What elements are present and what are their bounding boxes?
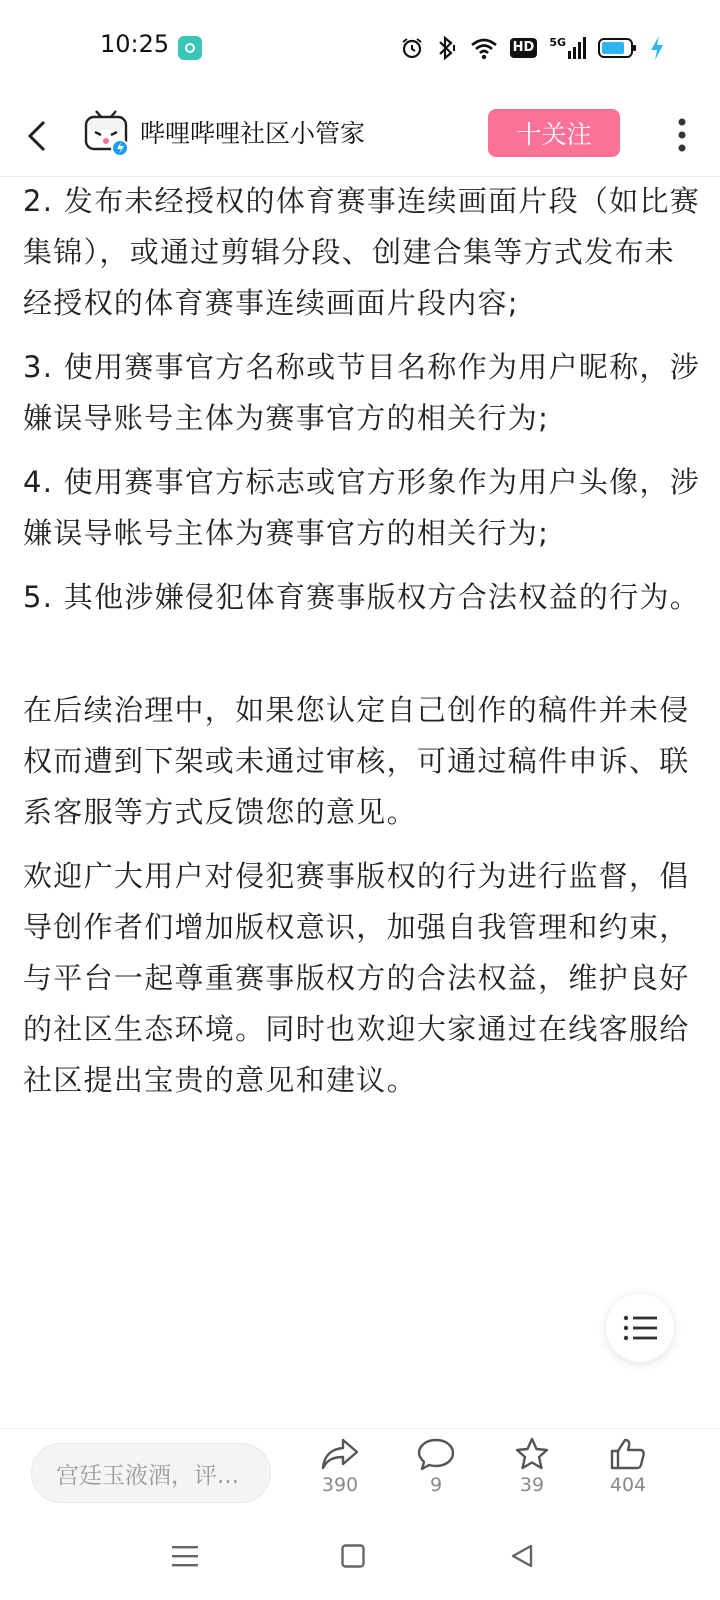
share-button[interactable] <box>300 1437 380 1497</box>
article-paragraph: 3. 使用赛事官方名称或节目名称作为用户昵称，涉嫌误导账号主体为赛事官方的相关行为; <box>23 350 701 435</box>
wifi-icon <box>470 36 498 60</box>
signal-icon <box>549 37 586 59</box>
menu-nav-icon[interactable] <box>172 1544 198 1568</box>
comment-button[interactable] <box>396 1437 476 1497</box>
like-count: 404 <box>609 1474 647 1496</box>
table-of-contents-button[interactable] <box>606 1294 674 1362</box>
page-title: 哔哩哔哩社区小管家 <box>140 119 366 148</box>
comment-icon <box>416 1437 456 1471</box>
star-icon <box>512 1437 552 1471</box>
like-button[interactable] <box>588 1437 668 1497</box>
article-body <box>23 176 703 1119</box>
comment-input[interactable]: 宫廷玉液酒，评... <box>31 1443 271 1503</box>
back-arrow-icon[interactable] <box>24 118 52 154</box>
home-nav-icon[interactable] <box>341 1544 365 1568</box>
hd-badge: HD <box>510 38 538 58</box>
status-time: 10:25 <box>100 30 170 58</box>
article-paragraph: 2. 发布未经授权的体育赛事连续画面片段（如比赛集锦），或通过剪辑分段、创建合集等方式发布未经授权的体育赛事连续画面片段内容; <box>23 184 701 320</box>
bluetooth-icon <box>436 35 458 61</box>
article-paragraph: 在后续治理中，如果您认定自己创作的稿件并未侵权而遭到下架或未通过审核，可通过稿件申诉、联系客服等方式反馈您的意见。 <box>23 693 690 829</box>
status-bar <box>0 0 720 96</box>
favorite-button[interactable] <box>492 1437 572 1497</box>
avatar[interactable] <box>82 108 130 158</box>
more-options-icon[interactable] <box>678 118 686 152</box>
share-count: 390 <box>321 1474 359 1496</box>
status-icons <box>400 34 664 62</box>
back-nav-icon[interactable] <box>510 1544 534 1568</box>
app-notification-icon <box>178 36 202 60</box>
thumbs-up-icon <box>608 1437 648 1471</box>
article-paragraph: 欢迎广大用户对侵犯赛事版权的行为进行监督，倡导创作者们增加版权意识，加强自我管理和约束，与平台一起尊重赛事版权方的合法权益，维护良好的社区生态环境。同时也欢迎大家通过在线客服给社区提出宝贵的意见和建议。 <box>23 859 690 1097</box>
network-label: 5G <box>549 36 566 49</box>
favorite-count: 39 <box>519 1474 545 1496</box>
system-navigation-bar <box>0 1514 720 1600</box>
share-icon <box>320 1437 360 1471</box>
article-paragraph: 4. 使用赛事官方标志或官方形象作为用户头像，涉嫌误导帐号主体为赛事官方的相关行为; <box>23 465 701 550</box>
list-icon <box>623 1315 657 1341</box>
bottom-action-bar <box>0 1428 720 1515</box>
header <box>0 96 720 177</box>
alarm-icon <box>400 36 424 60</box>
comment-count: 9 <box>429 1474 443 1496</box>
charging-icon <box>650 36 664 60</box>
follow-button[interactable]: 十关注 <box>488 109 620 157</box>
article-paragraph: 5. 其他涉嫌侵犯体育赛事版权方合法权益的行为。 <box>23 580 701 614</box>
battery-icon <box>598 37 638 59</box>
